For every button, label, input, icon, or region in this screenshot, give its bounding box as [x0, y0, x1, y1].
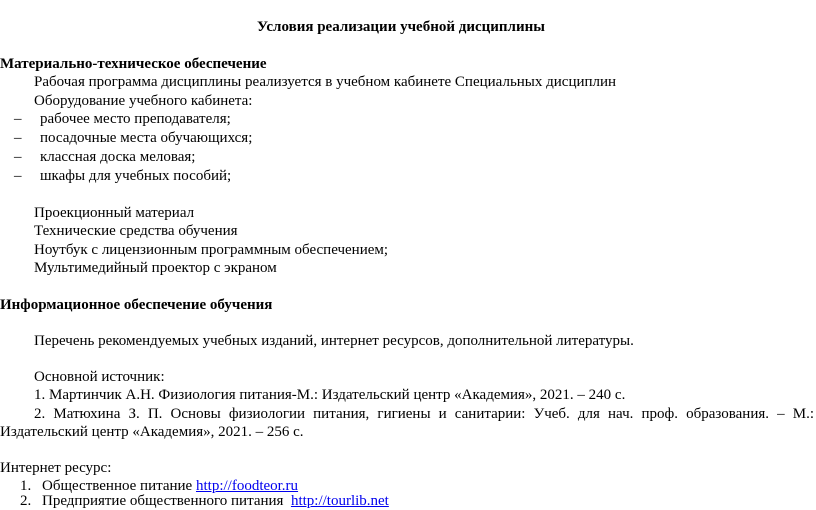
dash-bullet: – [14, 149, 22, 165]
equipment-label: Оборудование учебного кабинета: [34, 93, 253, 109]
program-line: Рабочая программа дисциплины реализуется в учебном кабинете Специальных дисциплин [34, 74, 617, 90]
page-title: Условия реализации учебной дисциплины [257, 19, 545, 35]
source-item-continued: Издательский центр «Академия», 2021. – 256 с. [0, 424, 304, 440]
list-item-text: рабочее место преподавателя; [40, 111, 231, 127]
link-label: Общественное питание [42, 478, 196, 494]
tourlib-link[interactable]: http://tourlib.net [290, 493, 389, 509]
source-item: 2. Матюхина З. П. Основы физиологии питания, гигиены и санитарии: Учеб. для нач. проф. образования. – М.: [34, 406, 814, 422]
dash-bullet: – [14, 168, 22, 184]
extra-item: Проекционный материал [34, 205, 195, 221]
extra-item: Ноутбук с лицензионным программным обеспечением; [34, 242, 389, 258]
foodteor-link[interactable]: http://foodteor.ru [195, 478, 299, 494]
link-item [20, 492, 389, 510]
list-item-text: посадочные места обучающихся; [40, 130, 253, 146]
extra-item: Мультимедийный проектор с экраном [34, 260, 277, 276]
link-number: 2. [20, 493, 32, 509]
dash-bullet: – [14, 111, 22, 127]
dash-bullet: – [14, 130, 22, 146]
list-item-text: классная доска меловая; [40, 149, 196, 165]
link-label: Предприятие общественного питания [42, 493, 291, 509]
link-number: 1. [20, 478, 32, 494]
list-item-text: шкафы для учебных пособий; [40, 168, 232, 184]
main-source-label: Основной источник: [34, 369, 165, 385]
section-heading-info: Информационное обеспечение обучения [0, 297, 273, 313]
extra-item: Технические средства обучения [34, 223, 238, 239]
recommended-intro: Перечень рекомендуемых учебных изданий, интернет ресурсов, дополнительной литературы. [34, 333, 634, 349]
internet-label: Интернет ресурс: [0, 460, 112, 476]
section-heading-material: Материально-техническое обеспечение [0, 56, 267, 72]
source-item: 1. Мартинчик А.Н. Физиология питания-М.: Издательский центр «Академия», 2021. – 240 с. [34, 387, 626, 403]
